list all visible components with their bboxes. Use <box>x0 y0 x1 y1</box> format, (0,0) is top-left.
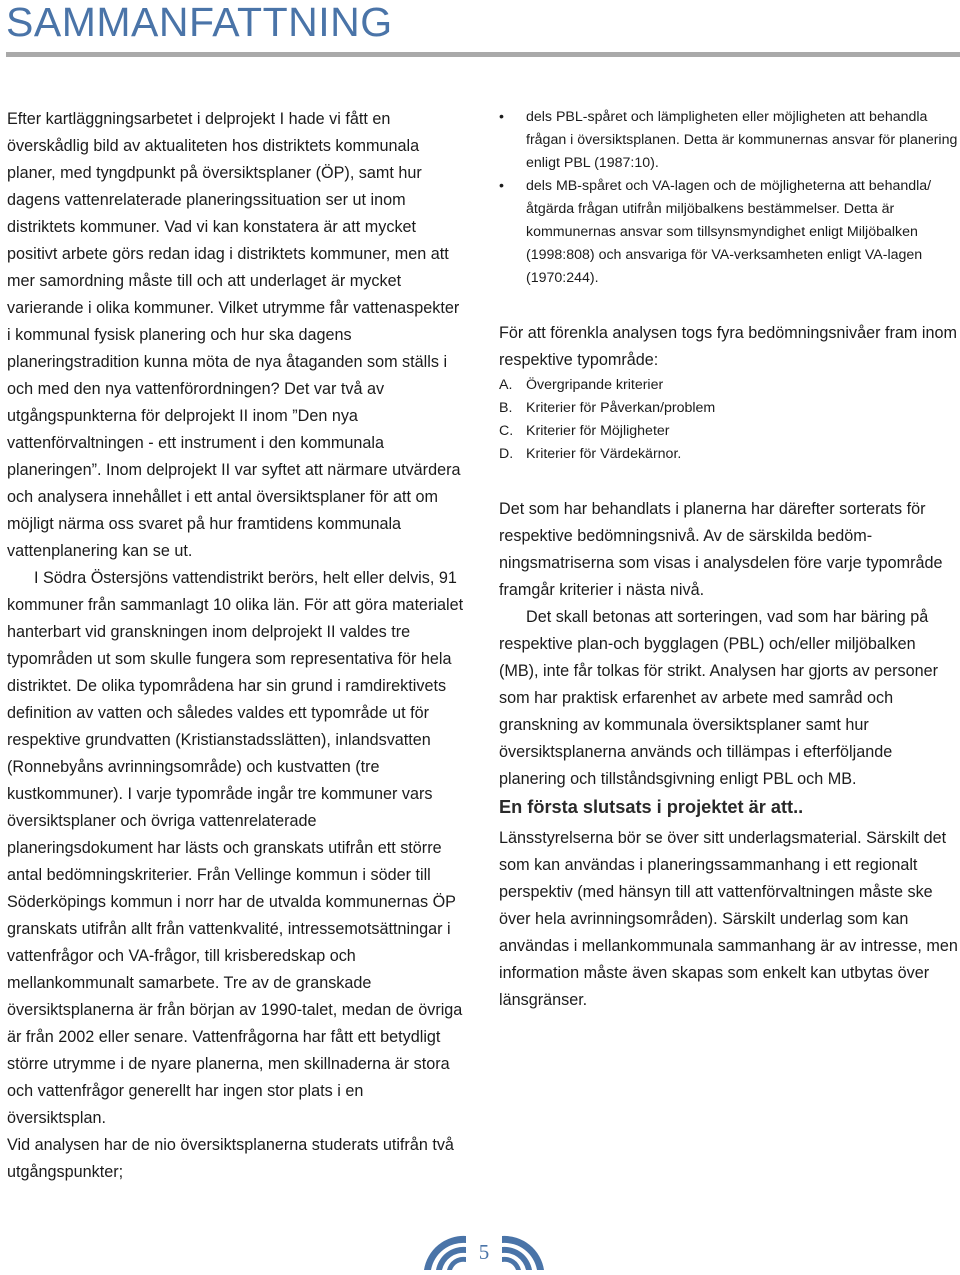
right-paragraph-3: Länsstyrelserna bör se över sitt underlagsmaterial. Särskilt det som kan användas i planeringssammanhang i ett regionalt perspektiv (med hänsyn till att vattenförvaltningen måste ske över hela avrinningsområden). Särskilt underlag som kan användas i mellankommunala sammanhang är av intresse, men information måste även skapas som enkelt kan utbytas över länsgränser. <box>499 829 958 1009</box>
bullet-text: dels PBL-spåret och lämpligheten eller möjligheten att behandla frågan i översiktsplanen. Detta är kommunernas ansvar för planering enligt PBL (1987:10). <box>526 109 958 171</box>
bullet-mark: • <box>499 178 504 194</box>
level-key: B. <box>499 400 513 416</box>
bullet-mark: • <box>499 109 504 125</box>
page-footer <box>420 1230 548 1270</box>
left-column <box>7 106 465 1186</box>
level-item <box>499 374 959 397</box>
right-paragraph-2: Det skall betonas att sorteringen, vad som har bäring på respektive plan-och bygglagen (PBL) och/eller miljöbalken (MB), inte får tolkas för strikt. Analysen har gjorts av personer som har praktisk erfarenhet av arbete med samråd och granskning av kommunala översiktsplaner samt hur översiktsplanerna används och tillämpas i efterföljande planering och tillståndsgivning enligt PBL och MB. <box>499 608 939 788</box>
levels-intro: För att förenkla analysen togs fyra bedömningsnivåer fram inom respektive typområde: <box>499 324 957 369</box>
left-paragraph-2: I Södra Östersjöns vattendistrikt berörs, helt eller delvis, 91 kommuner från sammanlagt 10 olika län. För att göra materialet hanterbart vid granskningen inom delprojekt II valdes tre typområden ut som skulle fungera som representativa för hela distriktet. De olika typområdena har sin grund i ramdirektivets definition av vatten och således valdes ett typområde ut för respektive grundvatten (Kristianstadsslätten), inlandsvatten (Ronnebyåns avrinningsområde) och kustvatten (tre kustkommuner). I varje typområde ingår tre kommuner vars översiktsplaner och övriga vattenrelaterade planeringsdokument har lästs och granskats utifrån ett större antal bedömningskriterier. Från Vellinge kommun i söder till Söderköpings kommun i norr har de utvalda kommunernas ÖP granskats utifrån allt från vattenkvalité, intressemotsättningar i vattenfrågor och VA-frågor, till krisberedskap och mellankommunalt samarbete. Tre av de granskade översiktsplanerna är från början av 1990-talet, medan de övriga är från 2002 eller senare. Vattenfrågorna har fått ett betydligt större utrymme i de nyare planerna, men skillnaderna är stora och vattenfrågor generellt har ingen stor plats i en översiktsplan. <box>7 569 464 1127</box>
level-key: C. <box>499 423 514 439</box>
level-key: A. <box>499 377 513 393</box>
page-title: SAMMANFATTNING <box>6 0 393 45</box>
level-label: Kriterier för Möjligheter <box>526 423 670 439</box>
title-divider <box>6 52 960 57</box>
left-paragraph-3: Vid analysen har de nio översiktsplanerna studerats utifrån två utgångspunkter; <box>7 1136 454 1181</box>
right-paragraph-1: Det som har behandlats i planerna har därefter sorterats för respektive bedömningsnivå. Av de särskilda bedömningsmatriserna som visas i analysdelen före varje typområde framgår kriterier i nästa nivå. <box>499 500 943 599</box>
page-number: 5 <box>478 1240 490 1264</box>
level-key: D. <box>499 446 514 462</box>
bullet-item <box>499 106 959 175</box>
level-item <box>499 397 959 420</box>
bullet-text: dels MB-spåret och VA-lagen och de möjligheterna att behandla/åtgärda frågan utifrån miljöbalkens bestämmelser. Detta är kommunernas ansvar som tillsynsmyndighet enligt Miljöbalken (1998:808) och ansvariga för VA-verksamheten enligt VA-lagen (1970:244). <box>526 178 932 286</box>
assessment-levels-list <box>499 374 959 466</box>
level-label: Övergripande kriterier <box>526 377 664 393</box>
level-label: Kriterier för Värdekärnor. <box>526 446 682 462</box>
level-label: Kriterier för Påverkan/problem <box>526 400 716 416</box>
bullet-list <box>499 106 959 290</box>
bullet-item <box>499 175 959 290</box>
level-item <box>499 443 959 466</box>
conclusion-heading: En första slutsats i projektet är att.. <box>499 797 804 817</box>
right-column <box>499 106 959 1014</box>
level-item <box>499 420 959 443</box>
left-paragraph-1: Efter kartläggningsarbetet i delprojekt I hade vi fått en överskådlig bild av aktualiteten hos distriktets kommunala planer, med tyngdpunkt på översiktsplaner (ÖP), samt hur dagens vattenrelaterade planeringssituation ser ut inom distriktets kommuner. Vad vi kan konstatera är att mycket positivt arbete görs redan idag i distriktets kommuner, men att mer samordning måste till och att underlaget är mycket varierande i olika kommuner. Vilket utrymme får vattenaspekter i kommunal fysisk planering och hur ska dagens planeringstradition kunna möta de nya åtaganden som ställs i och med den nya vattenförordningen? Det var två av utgångspunkterna för delprojekt II inom ”Den nya vattenförvaltningen - ett instrument i den kommunala planeringen”. Inom delprojekt II var syftet att närmare utvärdera och analysera innehållet i ett antal översiktsplaner för att om möjligt närma oss svaret på hur framtidens kommunala vattenplanering kan se ut. <box>7 110 461 560</box>
